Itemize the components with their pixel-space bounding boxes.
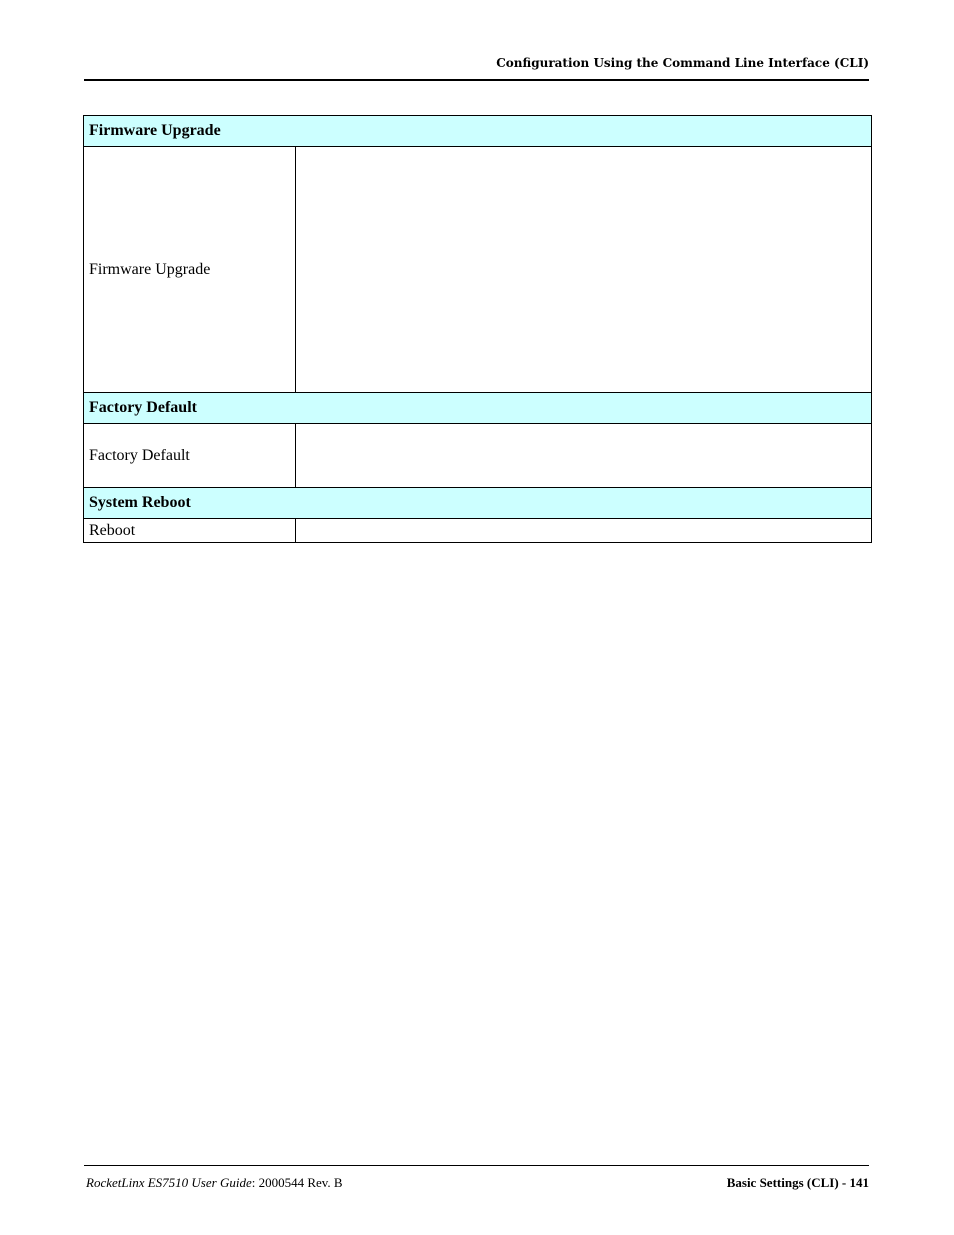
row-description	[296, 424, 872, 488]
row-label: Firmware Upgrade	[84, 147, 296, 393]
row-label: Factory Default	[84, 424, 296, 488]
footer-document-info	[86, 1175, 343, 1191]
section-header-factory-default	[84, 393, 872, 424]
section-heading: System Reboot	[84, 488, 872, 519]
cli-settings-table	[83, 115, 872, 543]
footer-rule	[84, 1165, 869, 1166]
footer-product-name: RocketLinx ES7510 User Guide	[86, 1175, 252, 1190]
table-row	[84, 519, 872, 543]
running-header-title: Configuration Using the Command Line Interface (CLI)	[496, 56, 869, 70]
section-header-system-reboot	[84, 488, 872, 519]
header-rule	[84, 79, 869, 81]
table-row	[84, 424, 872, 488]
section-header-firmware-upgrade	[84, 116, 872, 147]
row-description	[296, 147, 872, 393]
section-heading: Factory Default	[84, 393, 872, 424]
footer-page-label: Basic Settings (CLI) - 141	[726, 1175, 869, 1190]
row-label: Reboot	[84, 519, 296, 543]
footer-doc-number: : 2000544 Rev. B	[251, 1175, 343, 1190]
section-heading: Firmware Upgrade	[84, 116, 872, 147]
row-description	[296, 519, 872, 543]
table-row	[84, 147, 872, 393]
